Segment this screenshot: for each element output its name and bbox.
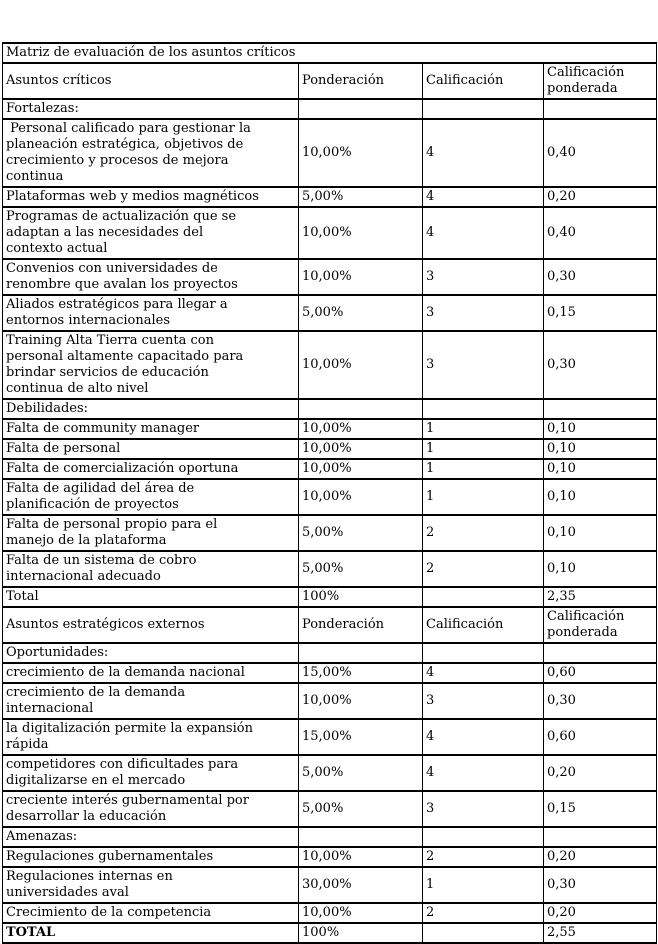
ponderacion-cell: 10,00%	[299, 119, 423, 187]
table-row	[3, 295, 657, 331]
ponderacion-cell	[299, 99, 423, 119]
table-row	[3, 207, 657, 259]
calificacion-cell: 3	[423, 295, 544, 331]
calificacion-ponderada-cell: 0,60	[544, 663, 657, 683]
asunto-cell: Falta de un sistema de cobro internacional adecuado	[3, 551, 299, 587]
asunto-cell: Falta de personal propio para el manejo de la plataforma	[3, 515, 299, 551]
calificacion-ponderada-cell: 0,15	[544, 791, 657, 827]
calificacion-cell: 1	[423, 419, 544, 439]
calificacion-ponderada-cell: 0,10	[544, 551, 657, 587]
grandtotal-row	[3, 923, 657, 943]
asunto-cell: Debilidades:	[3, 399, 299, 419]
calificacion-ponderada-cell: 0,20	[544, 903, 657, 923]
asunto-cell: Amenazas:	[3, 827, 299, 847]
asunto-cell: Asuntos críticos	[3, 63, 299, 99]
ponderacion-cell: 100%	[299, 587, 423, 607]
asunto-cell: Total	[3, 587, 299, 607]
ponderacion-cell: 10,00%	[299, 479, 423, 515]
ponderacion-cell: 10,00%	[299, 847, 423, 867]
calificacion-cell: 3	[423, 791, 544, 827]
calificacion-cell	[423, 399, 544, 419]
ponderacion-cell: 30,00%	[299, 867, 423, 903]
asunto-cell: creciente interés gubernamental por desarrollar la educación	[3, 791, 299, 827]
table-row	[3, 439, 657, 459]
calificacion-ponderada-cell: 0,30	[544, 867, 657, 903]
calificacion-ponderada-cell	[544, 99, 657, 119]
ponderacion-cell: 15,00%	[299, 663, 423, 683]
ponderacion-cell: 10,00%	[299, 459, 423, 479]
calificacion-cell: 3	[423, 683, 544, 719]
section-row	[3, 399, 657, 419]
table-row	[3, 663, 657, 683]
ponderacion-cell: 10,00%	[299, 683, 423, 719]
evaluation-table-body	[3, 43, 657, 943]
calificacion-cell	[423, 923, 544, 943]
calificacion-cell: Calificación	[423, 63, 544, 99]
ponderacion-cell: 5,00%	[299, 187, 423, 207]
evaluation-matrix-table	[2, 42, 657, 944]
calificacion-cell: 4	[423, 755, 544, 791]
asunto-cell: Falta de comercialización oportuna	[3, 459, 299, 479]
asunto-cell: Training Alta Tierra cuenta con personal altamente capacitado para brindar servicios de educación continua de alto nivel	[3, 331, 299, 399]
ponderacion-cell	[299, 399, 423, 419]
calificacion-ponderada-cell	[544, 827, 657, 847]
calificacion-ponderada-cell: 0,30	[544, 259, 657, 295]
calificacion-cell: 1	[423, 479, 544, 515]
header-row	[3, 63, 657, 99]
asunto-cell: crecimiento de la demanda internacional	[3, 683, 299, 719]
table-row	[3, 847, 657, 867]
calificacion-cell: 3	[423, 331, 544, 399]
calificacion-cell: 2	[423, 551, 544, 587]
ponderacion-cell: 10,00%	[299, 419, 423, 439]
calificacion-cell: 2	[423, 847, 544, 867]
total-row	[3, 587, 657, 607]
asunto-cell: Aliados estratégicos para llegar a entornos internacionales	[3, 295, 299, 331]
calificacion-ponderada-cell	[544, 399, 657, 419]
section-row	[3, 99, 657, 119]
table-row	[3, 551, 657, 587]
calificacion-cell: 1	[423, 867, 544, 903]
table-row	[3, 515, 657, 551]
calificacion-ponderada-cell: 0,10	[544, 439, 657, 459]
ponderacion-cell: Ponderación	[299, 607, 423, 643]
table-row	[3, 187, 657, 207]
ponderacion-cell: Ponderación	[299, 63, 423, 99]
asunto-cell: Oportunidades:	[3, 643, 299, 663]
calificacion-ponderada-cell: 0,15	[544, 295, 657, 331]
header-row	[3, 607, 657, 643]
calificacion-ponderada-cell: 0,10	[544, 515, 657, 551]
ponderacion-cell: 10,00%	[299, 259, 423, 295]
calificacion-ponderada-cell: 2,55	[544, 923, 657, 943]
calificacion-cell	[423, 587, 544, 607]
calificacion-ponderada-cell: 0,10	[544, 419, 657, 439]
asunto-cell: Programas de actualización que se adaptan a las necesidades del contexto actual	[3, 207, 299, 259]
asunto-cell: Convenios con universidades de renombre que avalan los proyectos	[3, 259, 299, 295]
ponderacion-cell: 5,00%	[299, 295, 423, 331]
calificacion-ponderada-cell: 0,30	[544, 683, 657, 719]
calificacion-ponderada-cell: 0,40	[544, 119, 657, 187]
asunto-cell: Personal calificado para gestionar la planeación estratégica, objetivos de crecimiento y procesos de mejora continua	[3, 119, 299, 187]
calificacion-cell	[423, 99, 544, 119]
calificacion-ponderada-cell: 0,60	[544, 719, 657, 755]
calificacion-ponderada-cell: 0,10	[544, 479, 657, 515]
table-row	[3, 459, 657, 479]
table-row	[3, 755, 657, 791]
table-title: Matriz de evaluación de los asuntos críticos	[3, 43, 657, 63]
ponderacion-cell: 5,00%	[299, 551, 423, 587]
title-row	[3, 43, 657, 63]
calificacion-ponderada-cell: 0,30	[544, 331, 657, 399]
ponderacion-cell: 5,00%	[299, 755, 423, 791]
calificacion-ponderada-cell: 0,20	[544, 847, 657, 867]
asunto-cell: Regulaciones gubernamentales	[3, 847, 299, 867]
calificacion-cell: 4	[423, 119, 544, 187]
asunto-cell: crecimiento de la demanda nacional	[3, 663, 299, 683]
ponderacion-cell: 10,00%	[299, 439, 423, 459]
ponderacion-cell: 5,00%	[299, 791, 423, 827]
table-row	[3, 719, 657, 755]
calificacion-ponderada-cell: 2,35	[544, 587, 657, 607]
calificacion-cell: 1	[423, 439, 544, 459]
table-row	[3, 259, 657, 295]
asunto-cell: TOTAL	[3, 923, 299, 943]
calificacion-ponderada-cell: 0,10	[544, 459, 657, 479]
asunto-cell: Regulaciones internas en universidades aval	[3, 867, 299, 903]
calificacion-cell: 4	[423, 719, 544, 755]
calificacion-ponderada-cell: 0,40	[544, 207, 657, 259]
table-row	[3, 479, 657, 515]
asunto-cell: Crecimiento de la competencia	[3, 903, 299, 923]
calificacion-ponderada-cell: Calificación ponderada	[544, 607, 657, 643]
calificacion-cell: 2	[423, 515, 544, 551]
table-row	[3, 119, 657, 187]
calificacion-ponderada-cell: Calificación ponderada	[544, 63, 657, 99]
asunto-cell: la digitalización permite la expansión rápida	[3, 719, 299, 755]
section-row	[3, 643, 657, 663]
calificacion-cell: 3	[423, 259, 544, 295]
calificacion-ponderada-cell: 0,20	[544, 187, 657, 207]
ponderacion-cell: 10,00%	[299, 207, 423, 259]
ponderacion-cell: 10,00%	[299, 331, 423, 399]
ponderacion-cell: 100%	[299, 923, 423, 943]
calificacion-ponderada-cell: 0,20	[544, 755, 657, 791]
ponderacion-cell: 5,00%	[299, 515, 423, 551]
asunto-cell: Asuntos estratégicos externos	[3, 607, 299, 643]
calificacion-cell: 4	[423, 663, 544, 683]
calificacion-cell: 4	[423, 187, 544, 207]
ponderacion-cell	[299, 643, 423, 663]
asunto-cell: Falta de community manager	[3, 419, 299, 439]
asunto-cell: competidores con dificultades para digitalizarse en el mercado	[3, 755, 299, 791]
table-row	[3, 419, 657, 439]
section-row	[3, 827, 657, 847]
asunto-cell: Falta de agilidad del área de planificación de proyectos	[3, 479, 299, 515]
table-row	[3, 867, 657, 903]
asunto-cell: Fortalezas:	[3, 99, 299, 119]
calificacion-cell: 4	[423, 207, 544, 259]
table-row	[3, 903, 657, 923]
ponderacion-cell	[299, 827, 423, 847]
asunto-cell: Falta de personal	[3, 439, 299, 459]
asunto-cell: Plataformas web y medios magnéticos	[3, 187, 299, 207]
ponderacion-cell: 15,00%	[299, 719, 423, 755]
table-row	[3, 683, 657, 719]
table-row	[3, 331, 657, 399]
table-row	[3, 791, 657, 827]
calificacion-cell: 1	[423, 459, 544, 479]
calificacion-cell	[423, 827, 544, 847]
calificacion-cell: 2	[423, 903, 544, 923]
calificacion-cell	[423, 643, 544, 663]
ponderacion-cell: 10,00%	[299, 903, 423, 923]
calificacion-ponderada-cell	[544, 643, 657, 663]
calificacion-cell: Calificación	[423, 607, 544, 643]
